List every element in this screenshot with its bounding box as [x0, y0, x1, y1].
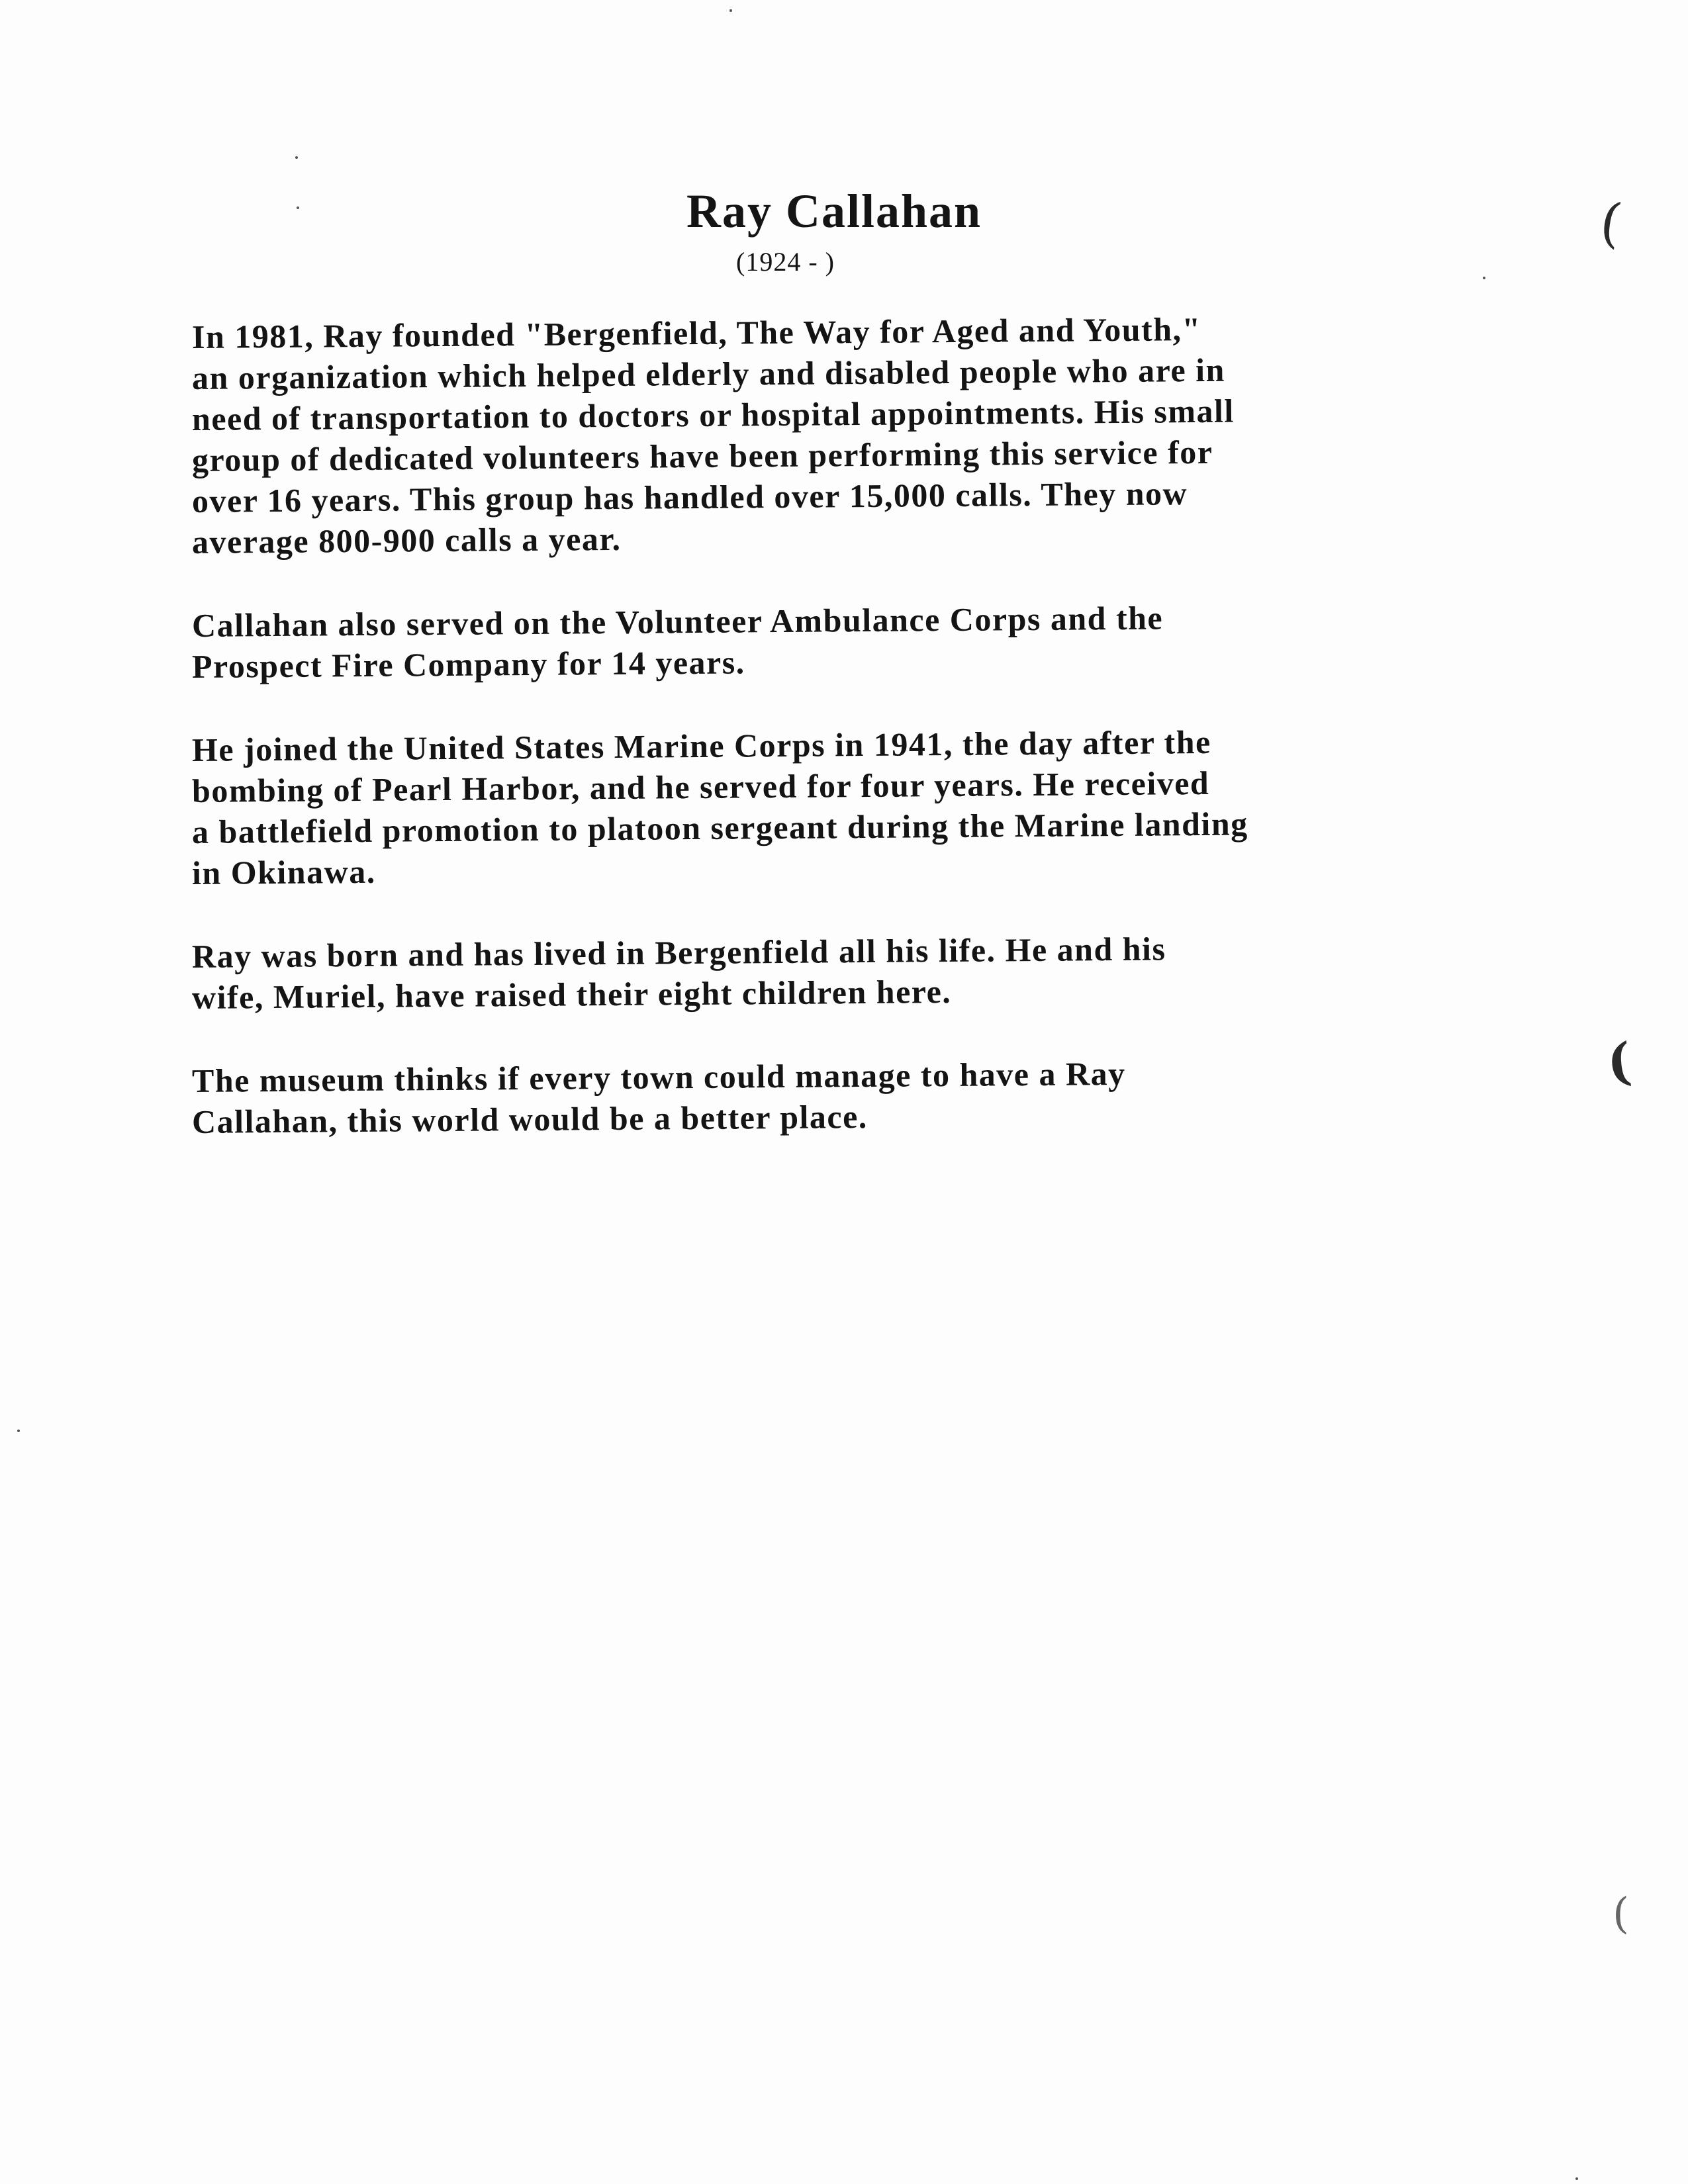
text-line: in Okinawa.	[191, 852, 376, 891]
scan-speck	[1575, 2177, 1578, 2180]
text-line: In 1981, Ray founded "Bergenfield, The Way for Aged and Youth,"	[191, 310, 1201, 355]
text-line: bombing of Pearl Harbor, and he served for four years. He received	[191, 764, 1210, 809]
scan-speck	[17, 1430, 20, 1432]
scan-speck	[729, 9, 732, 12]
text-line: need of transportation to doctors or hospital appointments. His small	[191, 392, 1235, 437]
text-line: Ray was born and has lived in Bergenfield all his life. He and his	[191, 930, 1166, 975]
text-line: Callahan, this world would be a better place.	[191, 1097, 868, 1140]
paragraph-ambulance	[191, 599, 1503, 687]
scan-speck	[1483, 277, 1485, 279]
page-title: Ray Callahan	[686, 185, 982, 238]
document-body	[191, 310, 1503, 1185]
paragraph-family	[191, 930, 1503, 1018]
text-line: group of dedicated volunteers have been performing this service for	[191, 433, 1213, 478]
text-line: Prospect Fire Company for 14 years.	[191, 643, 745, 685]
hole-mark-bottom-icon: (	[1613, 1889, 1629, 1938]
text-line: an organization which helped elderly and disabled people who are in	[191, 351, 1226, 396]
paragraph-founding	[191, 310, 1503, 563]
paragraph-marine-corps	[191, 723, 1503, 893]
hole-mark-middle-icon: (	[1604, 1031, 1634, 1093]
text-line: wife, Muriel, have raised their eight children here.	[191, 972, 952, 1016]
scan-speck	[295, 156, 298, 159]
text-line: The museum thinks if every town could manage to have a Ray	[191, 1054, 1126, 1099]
hole-mark-top-icon: (	[1596, 191, 1626, 255]
scan-speck	[297, 206, 299, 209]
paragraph-closing	[191, 1054, 1503, 1142]
text-line: He joined the United States Marine Corps in 1941, the day after the	[191, 723, 1211, 768]
text-line: over 16 years. This group has handled over 15,000 calls. They now	[191, 475, 1188, 520]
life-dates: (1924 - )	[736, 247, 835, 277]
text-line: a battlefield promotion to platoon sergeant during the Marine landing	[191, 805, 1248, 850]
text-line: Callahan also served on the Volunteer Ambulance Corps and the	[191, 599, 1164, 644]
text-line: average 800-900 calls a year.	[191, 520, 622, 561]
